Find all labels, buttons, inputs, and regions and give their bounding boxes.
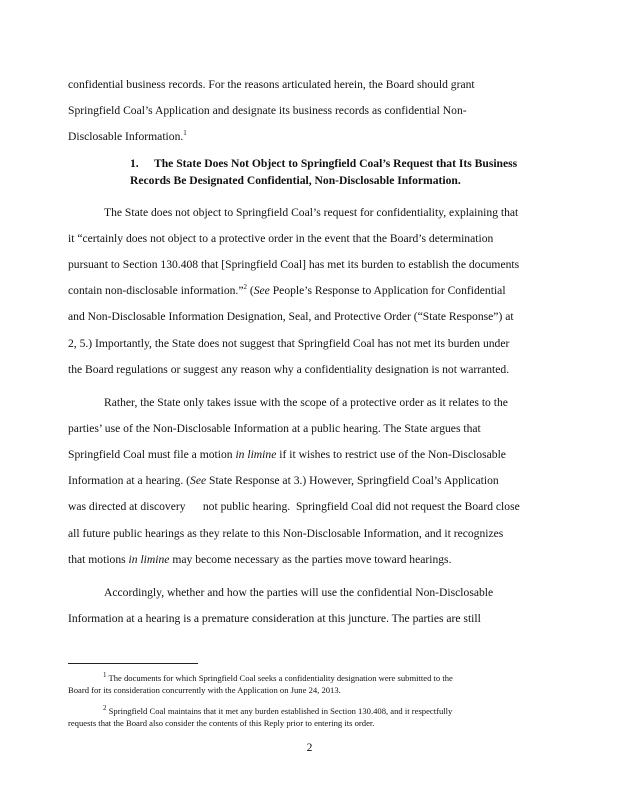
body-line: the Board regulations or suggest any reason why a confidentiality designation is not warranted. xyxy=(68,363,510,376)
heading-line: The State Does Not Object to Springfield Coal’s Request that Its Business xyxy=(154,157,518,170)
footnote-divider xyxy=(68,663,198,664)
section-heading xyxy=(130,157,569,171)
body-line: Accordingly, whether and how the parties will use the confidential Non-Disclosable xyxy=(104,586,494,599)
body-line: Information at a hearing. (See State Response at 3.) However, Springfield Coal’s Application xyxy=(68,474,499,487)
heading-number: 1. xyxy=(130,157,139,170)
body-line: Information at a hearing is a premature consideration at this juncture. The parties are still xyxy=(68,612,481,625)
footnote-ref: 1 xyxy=(183,129,187,138)
footnote-cont: Board for its consideration concurrently with the Application on June 24, 2013. xyxy=(68,685,341,695)
body-line: it “certainly does not object to a protective order in the event that the Board’s determination xyxy=(68,232,494,245)
body-line: Disclosable Information.$^1$ xyxy=(68,129,187,143)
body-line: confidential business records. For the reasons articulated herein, the Board should grant xyxy=(68,78,475,91)
page-number: 2 xyxy=(306,741,313,754)
body-line: Springfield Coal’s Application and designate its business records as confidential Non- xyxy=(68,104,467,117)
footnote-ref: 2 xyxy=(243,283,247,292)
footnote: $^1$ The documents for which Springfield Coal seeks a confidentiality designation were submitted to the xyxy=(103,671,453,683)
footnote: $^2$ Springfield Coal maintains that it met any burden established in Section 130.408, and it respectfully xyxy=(103,704,453,716)
footnote-cont: requests that the Board also consider the contents of this Reply prior to entering its order. xyxy=(68,718,375,728)
body-line: pursuant to Section 130.408 that [Springfield Coal] has met its burden to establish the documents xyxy=(68,258,520,271)
section-heading-cont: Records Be Designated Confidential, Non-Disclosable Information. xyxy=(130,174,461,187)
body-line: was directed at discovery not public hearing. Springfield Coal did not request the Board close xyxy=(68,500,520,513)
body-line: Rather, the State only takes issue with the scope of a protective order as it relates to the xyxy=(104,396,508,409)
body-line: and Non-Disclosable Information Designation, Seal, and Protective Order (“State Response”) at xyxy=(68,310,514,323)
body-line: parties’ use of the Non-Disclosable Information at a public hearing. The State argues that xyxy=(68,422,481,435)
body-line: all future public hearings as they relate to this Non-Disclosable Information, and it recognizes xyxy=(68,527,504,540)
body-line: that motions in limine may become necessary as the parties move toward hearings. xyxy=(68,553,452,566)
body-line: The State does not object to Springfield Coal’s request for confidentiality, explaining that xyxy=(104,206,519,219)
body-line: 2, 5.) Importantly, the State does not suggest that Springfield Coal has not met its burden under xyxy=(68,337,510,350)
body-line: Springfield Coal must file a motion in limine if it wishes to restrict use of the Non-Disclosable xyxy=(68,448,506,461)
body-line: contain non-disclosable information.”$^2$ (See People’s Response to Application for Confidential xyxy=(68,283,506,297)
